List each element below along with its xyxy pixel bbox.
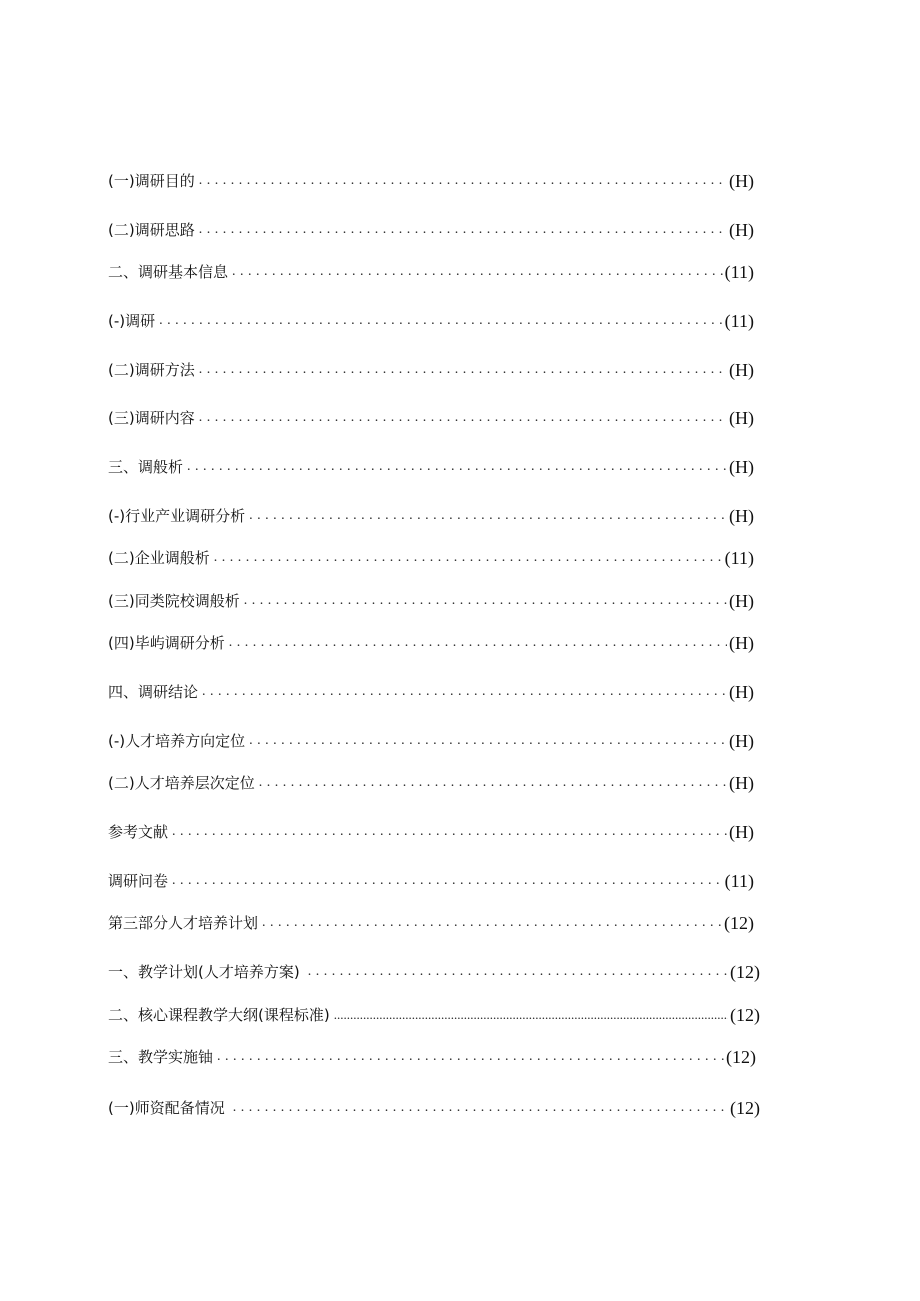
- toc-page-number: (H): [729, 682, 754, 702]
- toc-leader-dots: [217, 1044, 724, 1070]
- toc-entry-title: (三)同类院校调般析: [108, 592, 240, 610]
- toc-entry-title: 参考文献: [108, 823, 169, 841]
- toc-page-number: (H): [729, 633, 754, 653]
- toc-page-number: (H): [729, 171, 754, 191]
- toc-page-number: (12): [730, 962, 760, 982]
- toc-entry[interactable]: [108, 630, 754, 656]
- toc-page-number: (11): [724, 262, 754, 282]
- toc-page-number: (H): [729, 773, 754, 793]
- toc-entry[interactable]: [108, 910, 754, 936]
- toc-entry-title: 二、调研基本信息: [108, 263, 229, 281]
- toc-page-number: (12): [726, 1047, 756, 1067]
- toc-page-number: (H): [729, 731, 754, 751]
- toc-leader-dots: [308, 959, 728, 985]
- toc-leader-dots: [334, 1002, 728, 1028]
- toc-entry[interactable]: [108, 308, 754, 334]
- toc-leader-dots: [199, 405, 727, 431]
- toc-leader-dots: [202, 679, 727, 705]
- toc-entry[interactable]: [108, 503, 754, 529]
- toc-entry[interactable]: [108, 868, 754, 894]
- toc-entry[interactable]: [108, 168, 754, 194]
- toc-leader-dots: [199, 357, 727, 383]
- toc-page-number: (11): [724, 871, 754, 891]
- toc-page-number: (11): [724, 548, 754, 568]
- toc-entry[interactable]: [108, 217, 754, 243]
- toc-leader-dots: [232, 259, 723, 285]
- toc-leader-dots: [244, 588, 727, 614]
- toc-leader-dots: [172, 819, 727, 845]
- toc-entry[interactable]: [108, 1002, 760, 1028]
- toc-leader-dots: [249, 503, 727, 529]
- toc-entry-title: (二)企业调般析: [108, 549, 210, 567]
- toc-entry-title: (一)调研目的: [108, 172, 195, 190]
- toc-page-number: (11): [724, 311, 754, 331]
- toc-page-number: (H): [729, 408, 754, 428]
- toc-leader-dots: [259, 770, 727, 796]
- toc-entry[interactable]: [108, 819, 754, 845]
- toc-entry-title: 一、教学计划(人才培养方案): [108, 963, 300, 981]
- toc-entry-title: (三)调研内容: [108, 409, 195, 427]
- toc-page-number: (H): [729, 360, 754, 380]
- toc-page-number: (H): [729, 506, 754, 526]
- toc-entry-title: (-)调研: [108, 312, 156, 330]
- toc-entry[interactable]: [108, 679, 754, 705]
- toc-entry-title: 三、教学实施铀: [108, 1048, 214, 1066]
- toc-leader-dots: [199, 217, 727, 243]
- toc-page-number: (H): [729, 457, 754, 477]
- toc-leader-dots: [249, 728, 727, 754]
- toc-leader-dots: [214, 545, 723, 571]
- toc-leader-dots: [229, 630, 727, 656]
- toc-entry[interactable]: [108, 259, 754, 285]
- toc-entry-title: (-)行业产业调研分析: [108, 507, 246, 525]
- toc-page-number: (H): [729, 591, 754, 611]
- toc-entry[interactable]: [108, 454, 754, 480]
- toc-entry-title: (四)毕屿调研分析: [108, 634, 225, 652]
- toc-entry-title: (-)人才培养方向定位: [108, 732, 246, 750]
- toc-entry[interactable]: [108, 1095, 760, 1121]
- toc-entry[interactable]: [108, 770, 754, 796]
- toc-entry-title: (一)师资配备情况: [108, 1099, 225, 1117]
- toc-leader-dots: [187, 454, 727, 480]
- toc-entry-title: 调研问卷: [108, 872, 169, 890]
- toc-entry[interactable]: [108, 545, 754, 571]
- toc-entry[interactable]: [108, 1044, 756, 1070]
- toc-entry-title: (二)人才培养层次定位: [108, 774, 255, 792]
- toc-page-number: (12): [730, 1098, 760, 1118]
- toc-page-number: (12): [730, 1005, 760, 1025]
- toc-entry-title: 三、调般析: [108, 458, 184, 476]
- toc-entry[interactable]: [108, 728, 754, 754]
- toc-entry-title: (二)调研方法: [108, 361, 195, 379]
- toc-entry-title: 二、核心课程教学大纲(课程标准): [108, 1006, 330, 1024]
- toc-leader-dots: [233, 1095, 728, 1121]
- toc-leader-dots: [262, 910, 722, 936]
- toc-leader-dots: [199, 168, 727, 194]
- toc-entry-title: (二)调研思路: [108, 221, 195, 239]
- toc-entry-title: 四、调研结论: [108, 683, 199, 701]
- toc-page-number: (H): [729, 220, 754, 240]
- toc-leader-dots: [159, 308, 723, 334]
- toc-entry[interactable]: [108, 405, 754, 431]
- toc-entry[interactable]: [108, 357, 754, 383]
- toc-page-number: (H): [729, 822, 754, 842]
- toc-entry[interactable]: [108, 959, 760, 985]
- toc-entry[interactable]: [108, 588, 754, 614]
- toc-leader-dots: [172, 868, 723, 894]
- toc-entry-title: 第三部分人才培养计划: [108, 914, 259, 932]
- toc-page-number: (12): [724, 913, 754, 933]
